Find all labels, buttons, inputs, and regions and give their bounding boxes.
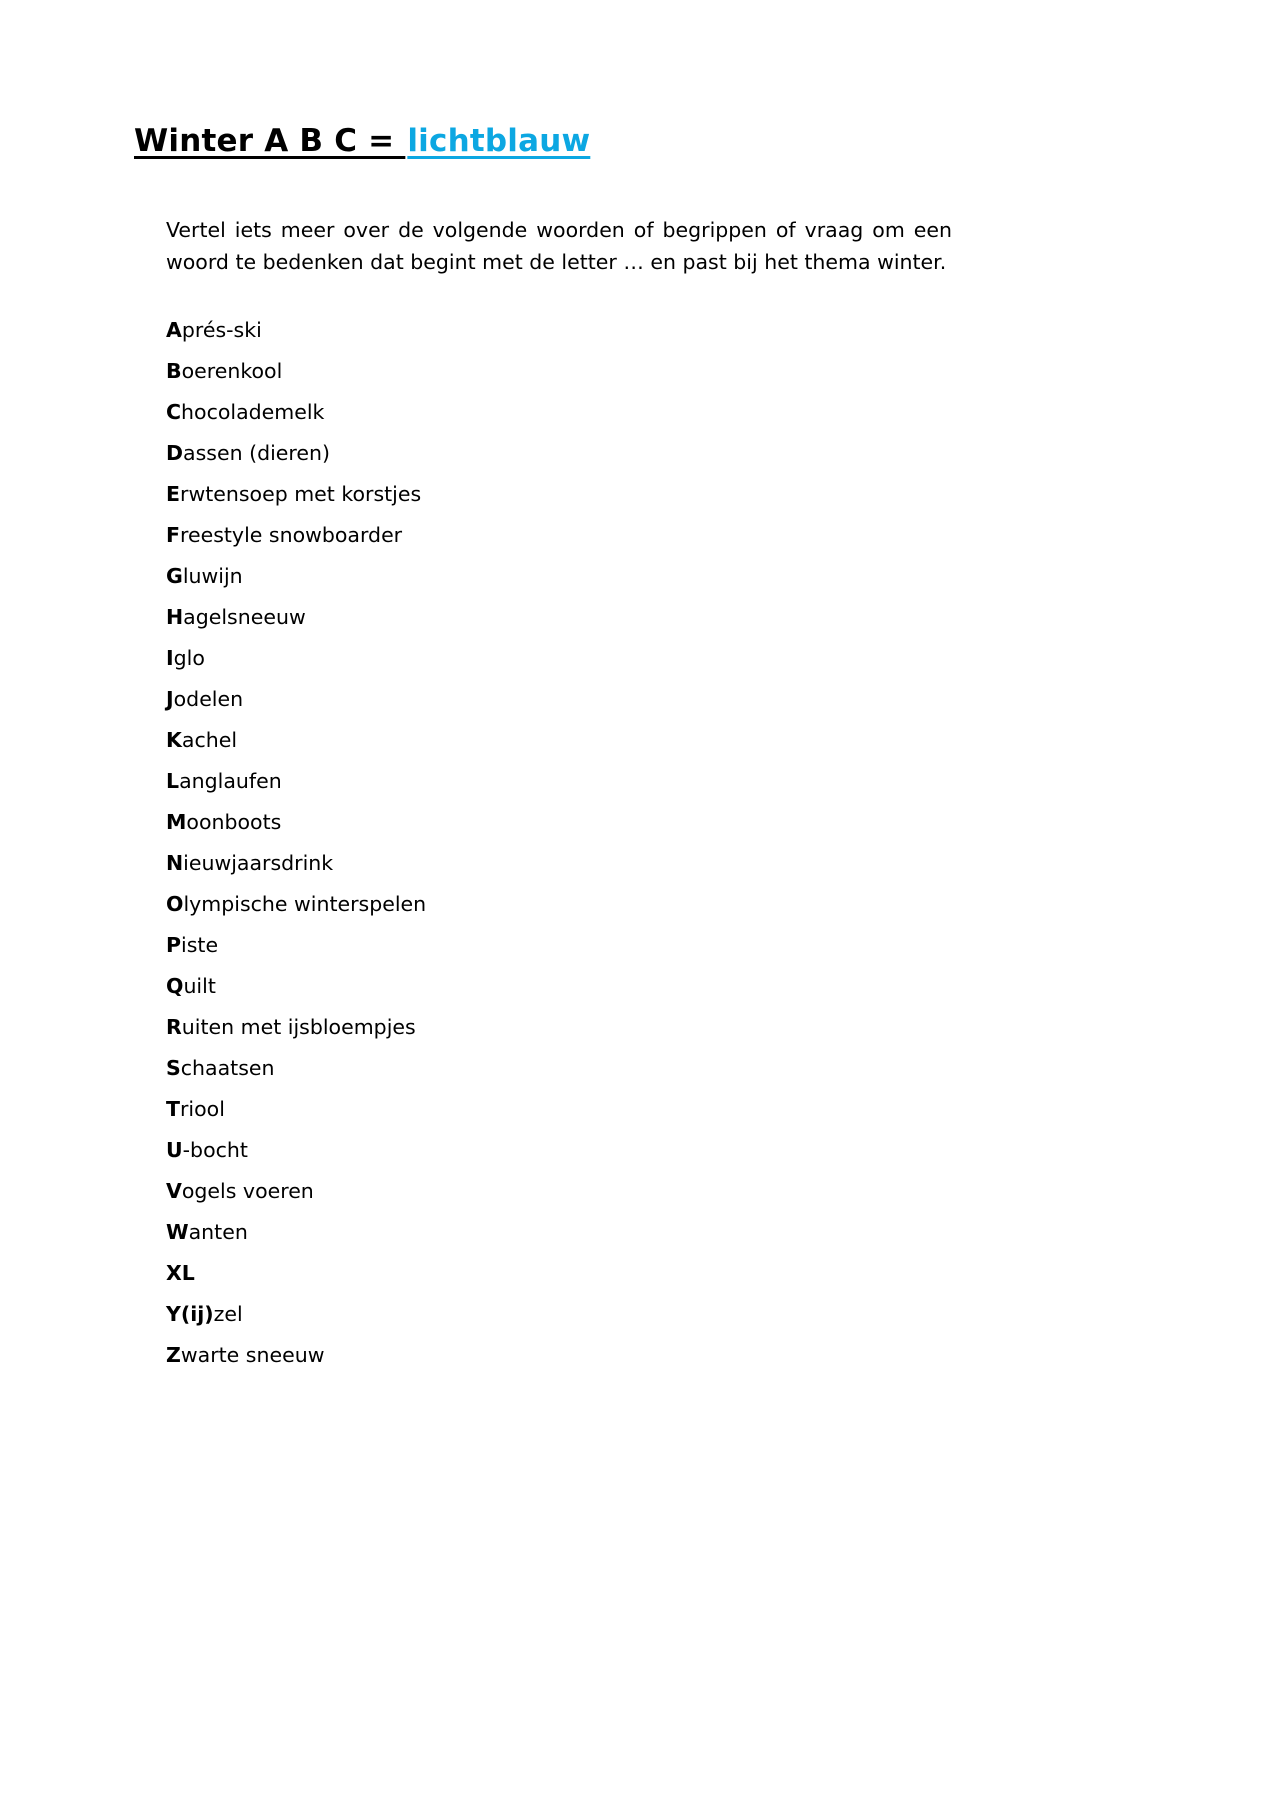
word-leading-letter: Z <box>166 1343 181 1367</box>
intro-paragraph: Vertel iets meer over de volgende woorden of begrippen of vraag om een woord te bedenken dat begint met de letter … en past bij het thema winter. <box>166 218 952 275</box>
list-item <box>166 1304 966 1345</box>
word-remainder: uilt <box>183 974 216 998</box>
word-remainder: reestyle snowboarder <box>180 523 403 547</box>
word-leading-letter: J <box>166 687 174 711</box>
word-remainder: rwtensoep met korstjes <box>180 482 422 506</box>
word-remainder: anten <box>188 1220 248 1244</box>
list-item <box>166 320 966 361</box>
list-item <box>166 976 966 1017</box>
list-item <box>166 566 966 607</box>
word-leading-letter: Y(ij) <box>166 1302 214 1326</box>
word-remainder: ogels voeren <box>181 1179 314 1203</box>
word-leading-letter: O <box>166 892 184 916</box>
word-leading-letter: P <box>166 933 182 957</box>
word-remainder: -bocht <box>182 1138 248 1162</box>
word-leading-letter: K <box>166 728 182 752</box>
list-item <box>166 894 966 935</box>
word-leading-letter: U <box>166 1138 183 1162</box>
word-remainder: warte sneeuw <box>180 1343 325 1367</box>
list-item <box>166 402 966 443</box>
list-item <box>166 361 966 402</box>
word-leading-letter: F <box>166 523 181 547</box>
word-leading-letter: W <box>166 1220 189 1244</box>
page-title <box>134 122 1034 162</box>
word-remainder: ieuwjaarsdrink <box>183 851 334 875</box>
word-remainder: assen (dieren) <box>183 441 330 465</box>
list-item <box>166 1345 966 1386</box>
word-leading-letter: D <box>166 441 184 465</box>
word-remainder: oerenkool <box>181 359 283 383</box>
word-remainder: agelsneeuw <box>183 605 306 629</box>
list-item <box>166 648 966 689</box>
list-item <box>166 689 966 730</box>
list-item <box>166 1099 966 1140</box>
word-leading-letter: G <box>166 564 183 588</box>
list-item <box>166 1140 966 1181</box>
word-remainder: riool <box>179 1097 225 1121</box>
word-leading-letter: XL <box>166 1261 195 1285</box>
list-item <box>166 525 966 566</box>
list-item <box>166 1058 966 1099</box>
page-title-accent: lichtblauw <box>407 123 591 159</box>
word-leading-letter: H <box>166 605 184 629</box>
list-item <box>166 443 966 484</box>
list-item <box>166 771 966 812</box>
word-leading-letter: L <box>166 769 180 793</box>
list-item <box>166 812 966 853</box>
word-remainder: oonboots <box>186 810 282 834</box>
list-item <box>166 730 966 771</box>
list-item <box>166 853 966 894</box>
word-remainder: achel <box>181 728 238 752</box>
word-remainder: chaatsen <box>180 1056 275 1080</box>
page-title-main: Winter A B C = <box>134 123 406 159</box>
list-item <box>166 484 966 525</box>
word-leading-letter: I <box>166 646 174 670</box>
winter-word-list <box>166 320 966 1386</box>
word-remainder: hocolademelk <box>181 400 325 424</box>
word-leading-letter: A <box>166 318 182 342</box>
list-item <box>166 935 966 976</box>
word-leading-letter: R <box>166 1015 182 1039</box>
word-leading-letter: N <box>166 851 184 875</box>
word-leading-letter: V <box>166 1179 182 1203</box>
list-item <box>166 607 966 648</box>
word-leading-letter: Q <box>166 974 184 998</box>
word-remainder: anglaufen <box>179 769 282 793</box>
word-remainder: zel <box>213 1302 243 1326</box>
list-item <box>166 1181 966 1222</box>
word-remainder: prés-ski <box>181 318 262 342</box>
word-remainder: odelen <box>173 687 244 711</box>
word-remainder: luwijn <box>182 564 243 588</box>
word-leading-letter: T <box>166 1097 180 1121</box>
list-item <box>166 1222 966 1263</box>
word-remainder: lympische winterspelen <box>183 892 427 916</box>
word-leading-letter: B <box>166 359 182 383</box>
word-remainder: glo <box>173 646 205 670</box>
list-item <box>166 1263 966 1304</box>
word-remainder: iste <box>181 933 219 957</box>
word-leading-letter: M <box>166 810 187 834</box>
list-item <box>166 1017 966 1058</box>
document-content <box>134 122 1034 1367</box>
word-leading-letter: C <box>166 400 182 424</box>
word-leading-letter: E <box>166 482 181 506</box>
word-remainder: uiten met ijsbloempjes <box>181 1015 416 1039</box>
word-leading-letter: S <box>166 1056 181 1080</box>
